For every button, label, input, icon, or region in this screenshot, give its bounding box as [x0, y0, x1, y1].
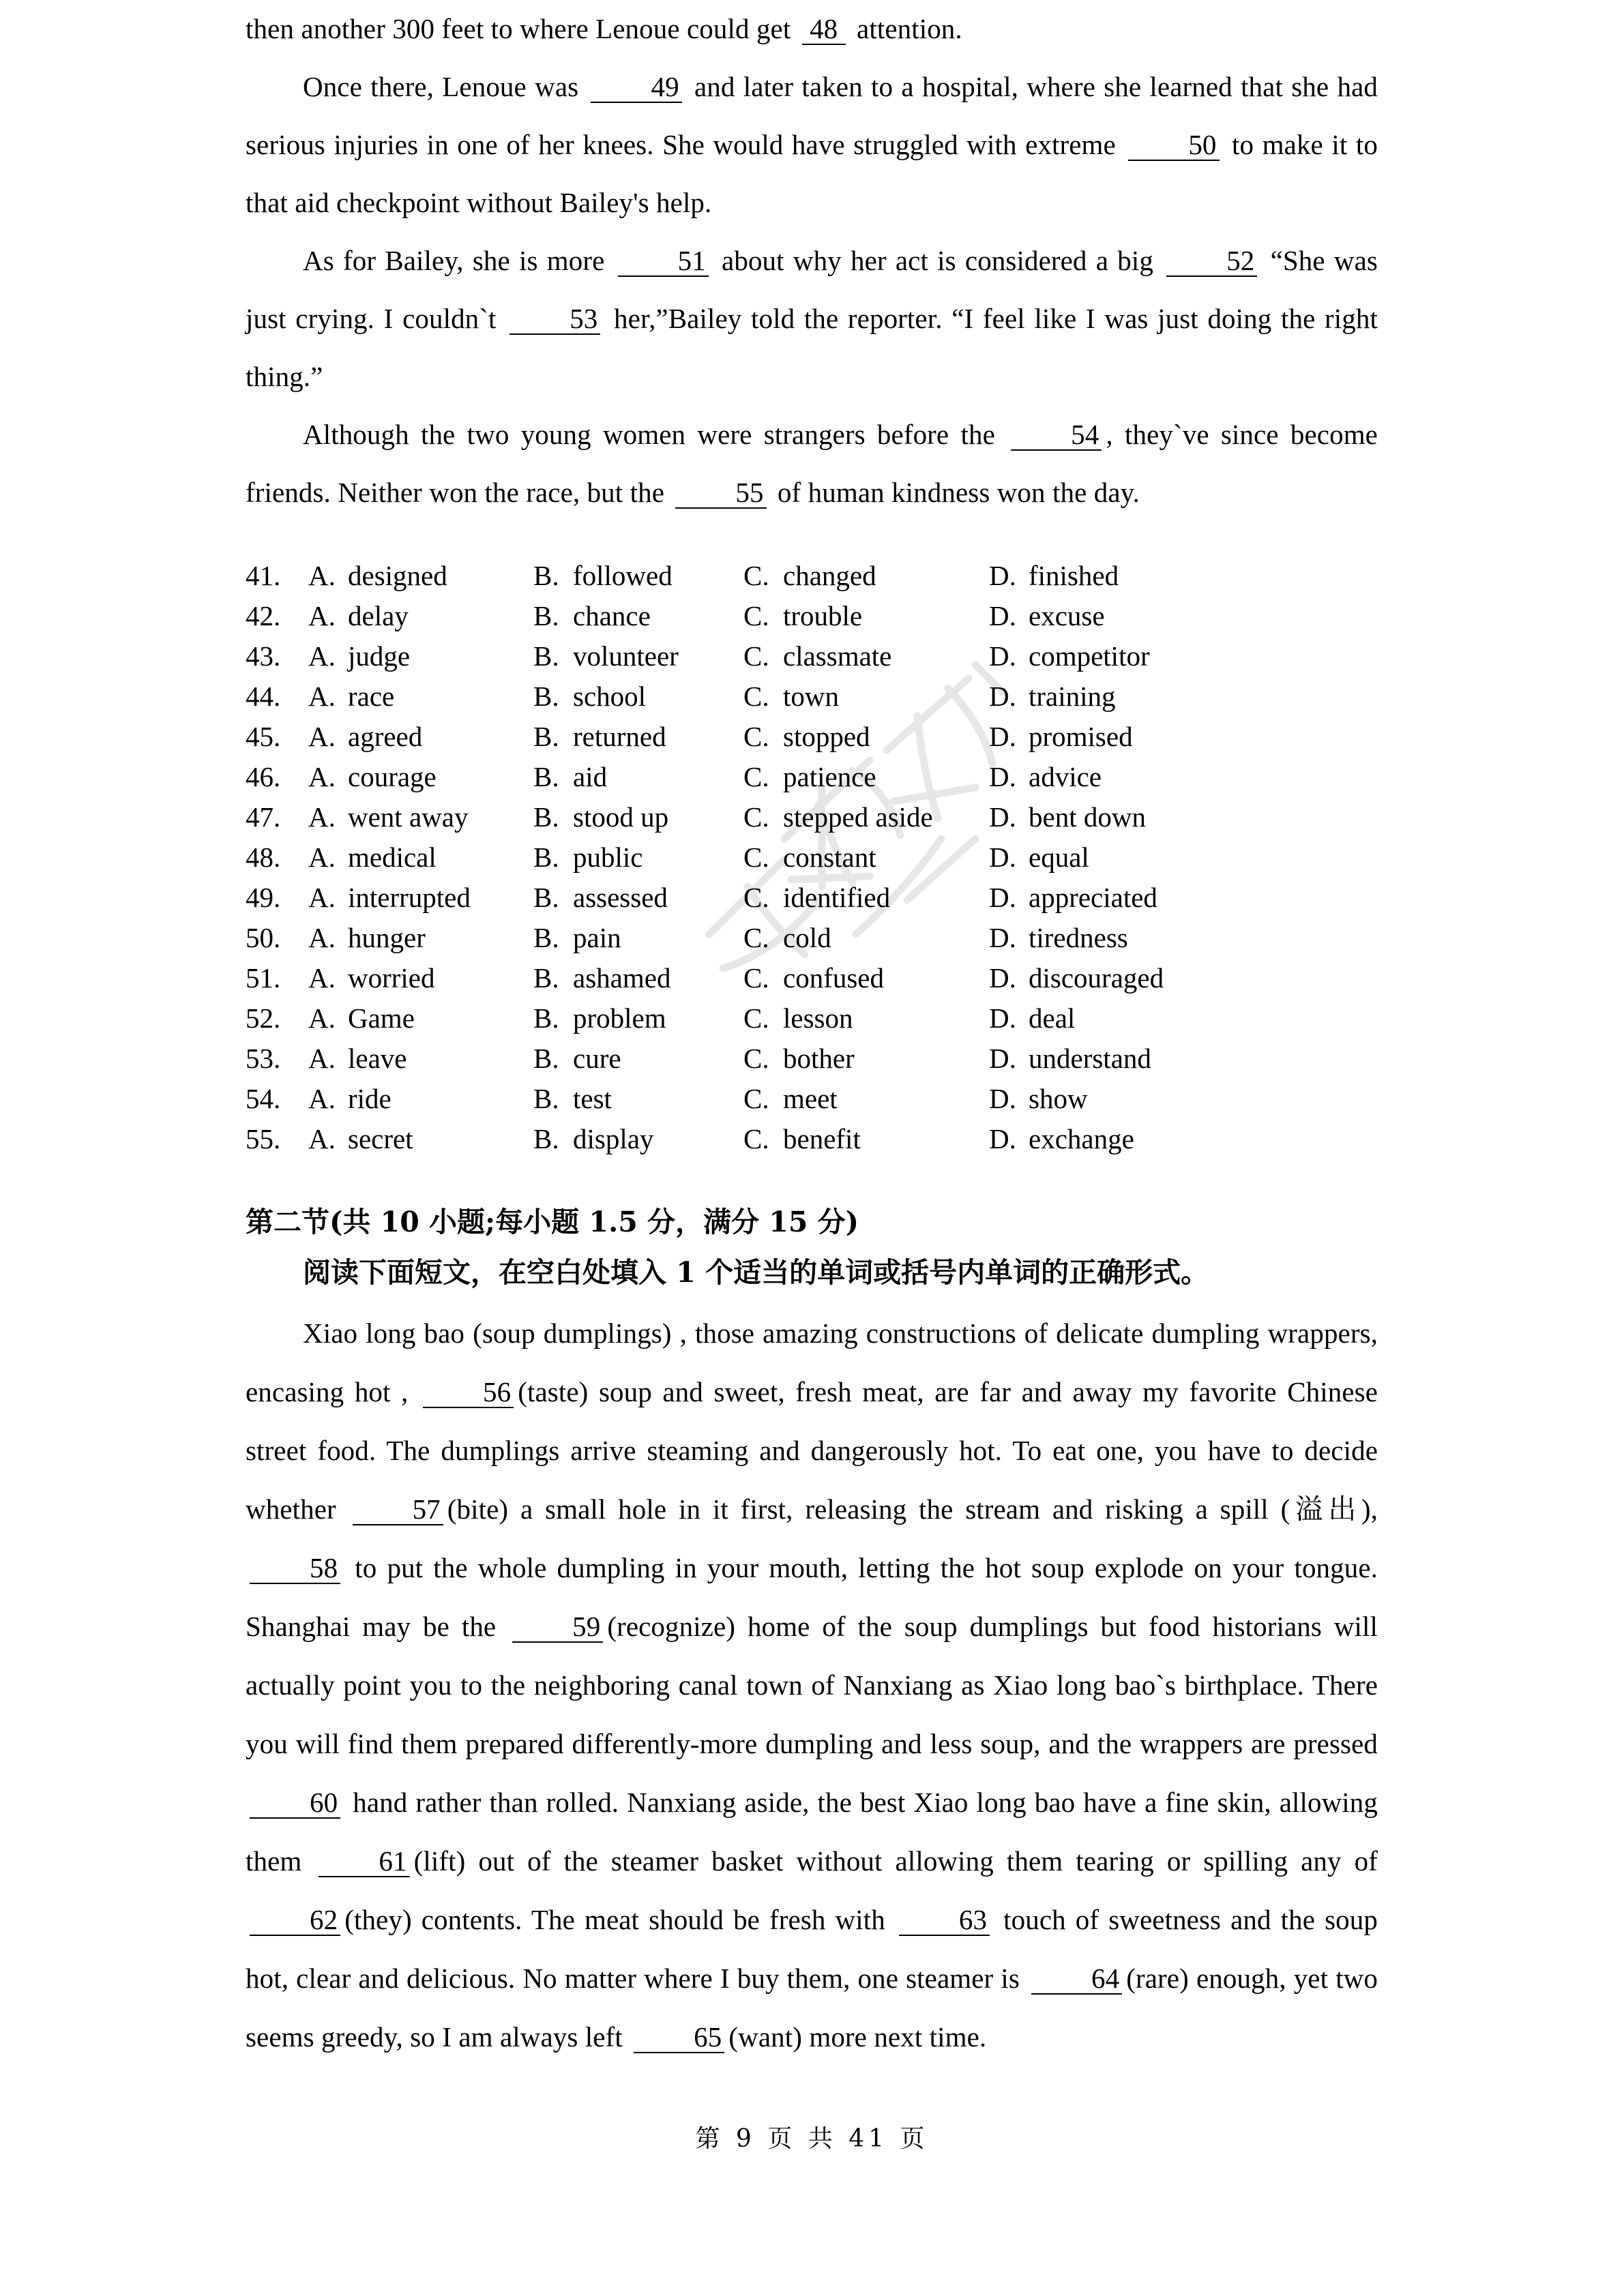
option-letter: C.	[743, 560, 769, 591]
option-letter: A.	[308, 600, 336, 631]
option-choice-c[interactable]	[743, 998, 989, 1039]
option-letter: B.	[533, 1083, 559, 1114]
option-text: worried	[348, 962, 435, 994]
option-row	[246, 1039, 1378, 1079]
option-number: 50.	[246, 922, 281, 953]
option-text: followed	[573, 560, 673, 591]
option-choice-b[interactable]	[533, 918, 743, 958]
option-text: competitor	[1029, 640, 1150, 672]
option-text: town	[783, 681, 839, 712]
option-choice-c[interactable]	[743, 1079, 989, 1119]
option-choice-b[interactable]	[533, 596, 743, 636]
option-text: exchange	[1029, 1123, 1134, 1154]
answer-blank-57[interactable]: 57	[353, 1495, 443, 1525]
option-letter: B.	[533, 882, 559, 913]
option-letter: A.	[308, 962, 336, 994]
option-letter: C.	[743, 922, 769, 953]
option-letter: D.	[989, 841, 1016, 873]
option-choice-a[interactable]	[308, 1119, 533, 1159]
option-choice-b[interactable]	[533, 1079, 743, 1119]
option-text: appreciated	[1029, 882, 1157, 913]
answer-blank-64[interactable]: 64	[1031, 1965, 1122, 1995]
option-choice-c[interactable]	[743, 958, 989, 998]
option-letter: D.	[989, 560, 1016, 591]
option-text: cure	[573, 1043, 621, 1074]
option-choice-a[interactable]	[308, 1039, 533, 1079]
option-text: classmate	[783, 640, 892, 672]
answer-blank-61[interactable]: 61	[319, 1847, 409, 1877]
option-letter: A.	[308, 1043, 336, 1074]
option-text: discouraged	[1029, 962, 1164, 994]
option-text: Game	[348, 1002, 415, 1034]
option-choice-d[interactable]	[989, 636, 1221, 676]
option-choice-a[interactable]	[308, 757, 533, 797]
option-number: 42.	[246, 600, 281, 631]
option-letter: C.	[743, 841, 769, 873]
passage-line: Although the two young women were strangers before the 54 , they`ve since become friends. Neither won the race, but the 55 of human kindness won the day.	[246, 419, 1378, 508]
option-letter: A.	[308, 681, 336, 712]
answer-blank-63[interactable]: 63	[899, 1906, 990, 1936]
option-text: show	[1029, 1083, 1088, 1114]
option-letter: B.	[533, 841, 559, 873]
option-letter: D.	[989, 640, 1016, 672]
option-choice-c[interactable]	[743, 676, 989, 717]
option-letter: B.	[533, 560, 559, 591]
option-text: promised	[1029, 721, 1133, 752]
option-text: leave	[348, 1043, 407, 1074]
option-letter: D.	[989, 1123, 1016, 1154]
option-number: 52.	[246, 1002, 281, 1034]
option-choice-d[interactable]	[989, 1039, 1221, 1079]
option-letter: D.	[989, 761, 1016, 792]
answer-blank-58[interactable]: 58	[250, 1554, 340, 1584]
option-text: constant	[783, 841, 876, 873]
option-letter: D.	[989, 922, 1016, 953]
option-text: tiredness	[1029, 922, 1128, 953]
option-letter: A.	[308, 560, 336, 591]
option-row	[246, 1119, 1378, 1159]
answer-blank-52[interactable]: 52	[1166, 247, 1257, 277]
answer-blank-53[interactable]: 53	[510, 305, 600, 335]
answer-blank-59[interactable]: 59	[512, 1613, 603, 1643]
option-letter: A.	[308, 640, 336, 672]
option-text: confused	[783, 962, 885, 994]
grammar-passage	[246, 1304, 1378, 2066]
option-letter: D.	[989, 1043, 1016, 1074]
option-letter: A.	[308, 1123, 336, 1154]
option-text: interrupted	[348, 882, 471, 913]
option-choice-b[interactable]	[533, 837, 743, 878]
passage-line: Xiao long bao (soup dumplings) , those amazing constructions of delicate dumpling wrappers, encasing hot , 56 (taste) soup and sweet, fresh meat, are far and away my favorite Chinese street food. The dumplings arrive steaming and dangerously hot. To eat one, you have to decide whether 57 (bite) a small hole in it first, releasing the stream and risking a spill (溢出), 58 to put the whole dumpling in your mouth, letting the hot soup explode on your tongue. Shanghai may be the 59 (recognize) home of the soup dumplings but food historians will actually point you to the neighboring canal town of Nanxiang as Xiao long bao`s birthplace. There you will find them prepared differently-more dumpling and less soup, and the wrappers are pressed 60 hand rather than rolled. Nanxiang aside, the best Xiao long bao have a fine skin, allowing them 61 (lift) out of the steamer basket without allowing them tearing or spilling any of 62 (they) contents. The meat should be fresh with 63 touch of sweetness and the soup hot, clear and delicious. No matter where I buy them, one steamer is 64 (rare) enough, yet two seems greedy, so I am always left 65 (want) more next time.	[246, 1317, 1378, 2053]
passage-line: As for Bailey, she is more 51 about why her act is considered a big 52 “She was just crying. I couldn`t 53 her,”Bailey told the reporter. “I feel like I was just doing the right thing.”	[246, 245, 1378, 392]
option-letter: B.	[533, 1123, 559, 1154]
page-content	[246, 0, 1378, 2066]
option-choice-c[interactable]	[743, 1119, 989, 1159]
option-text: benefit	[783, 1123, 861, 1154]
option-text: patience	[783, 761, 876, 792]
option-text: display	[573, 1123, 654, 1154]
option-choice-d[interactable]	[989, 717, 1221, 757]
answer-blank-49[interactable]: 49	[591, 73, 681, 103]
option-choice-d[interactable]	[989, 596, 1221, 636]
option-choice-a[interactable]	[308, 636, 533, 676]
option-text: pain	[573, 922, 621, 953]
option-choice-a[interactable]	[308, 556, 533, 596]
option-text: volunteer	[573, 640, 679, 672]
option-choice-d[interactable]	[989, 1119, 1221, 1159]
option-text: stopped	[783, 721, 870, 752]
option-choice-b[interactable]	[533, 1039, 743, 1079]
option-choice-b[interactable]	[533, 717, 743, 757]
passage-line: Once there, Lenoue was 49 and later taken to a hospital, where she learned that she had serious injuries in one of her knees. She would have struggled with extreme 50 to make it to that aid checkpoint without Bailey's help.	[246, 71, 1378, 218]
option-choice-b[interactable]	[533, 556, 743, 596]
option-letter: B.	[533, 1043, 559, 1074]
option-row	[246, 556, 1378, 596]
option-letter: C.	[743, 761, 769, 792]
option-letter: C.	[743, 1043, 769, 1074]
option-choice-d[interactable]	[989, 797, 1221, 837]
option-row	[246, 1079, 1378, 1119]
option-row	[246, 636, 1378, 676]
option-number: 51.	[246, 962, 281, 994]
option-row	[246, 998, 1378, 1039]
option-choice-c[interactable]	[743, 918, 989, 958]
option-text: problem	[573, 1002, 666, 1034]
option-letter: B.	[533, 801, 559, 833]
option-letter: C.	[743, 801, 769, 833]
option-text: stepped aside	[783, 801, 933, 833]
option-letter: B.	[533, 962, 559, 994]
option-letter: A.	[308, 1002, 336, 1034]
option-number: 48.	[246, 841, 281, 873]
answer-blank-55[interactable]: 55	[675, 479, 766, 509]
option-text: judge	[348, 640, 411, 672]
option-letter: A.	[308, 761, 336, 792]
answer-blank-62[interactable]: 62	[250, 1906, 340, 1936]
option-row	[246, 596, 1378, 636]
option-letter: D.	[989, 801, 1016, 833]
options-list	[246, 556, 1378, 1159]
option-text: ride	[348, 1083, 392, 1114]
option-text: lesson	[783, 1002, 853, 1034]
option-letter: C.	[743, 1002, 769, 1034]
option-text: race	[348, 681, 395, 712]
option-choice-b[interactable]	[533, 998, 743, 1039]
option-choice-b[interactable]	[533, 1119, 743, 1159]
option-row	[246, 676, 1378, 717]
option-letter: A.	[308, 922, 336, 953]
answer-blank-48[interactable]: 48	[802, 15, 846, 45]
option-text: training	[1029, 681, 1116, 712]
option-choice-d[interactable]	[989, 757, 1221, 797]
option-text: identified	[783, 882, 891, 913]
option-letter: D.	[989, 1083, 1016, 1114]
passage-line: then another 300 feet to where Lenoue could get 48 attention.	[246, 13, 962, 44]
option-number: 45.	[246, 721, 281, 752]
option-choice-b[interactable]	[533, 636, 743, 676]
option-text: delay	[348, 600, 409, 631]
option-text: finished	[1029, 560, 1119, 591]
option-choice-d[interactable]	[989, 918, 1221, 958]
option-choice-d[interactable]	[989, 958, 1221, 998]
option-text: excuse	[1029, 600, 1105, 631]
answer-blank-51[interactable]: 51	[618, 247, 709, 277]
option-number: 49.	[246, 882, 281, 913]
option-choice-b[interactable]	[533, 878, 743, 918]
option-choice-b[interactable]	[533, 958, 743, 998]
option-choice-d[interactable]	[989, 1079, 1221, 1119]
option-number: 44.	[246, 681, 281, 712]
option-choice-c[interactable]	[743, 797, 989, 837]
option-text: agreed	[348, 721, 423, 752]
option-number: 47.	[246, 801, 281, 833]
option-letter: B.	[533, 922, 559, 953]
option-choice-d[interactable]	[989, 998, 1221, 1039]
option-text: test	[573, 1083, 612, 1114]
option-text: meet	[783, 1083, 838, 1114]
option-text: changed	[783, 560, 876, 591]
section-two-heading: 第二节(共 10 小题;每小题 1.5 分，满分 15 分)	[246, 1206, 859, 1238]
option-choice-b[interactable]	[533, 676, 743, 717]
option-letter: D.	[989, 962, 1016, 994]
option-choice-a[interactable]	[308, 837, 533, 878]
option-text: medical	[348, 841, 437, 873]
option-letter: C.	[743, 600, 769, 631]
option-text: trouble	[783, 600, 863, 631]
option-text: understand	[1029, 1043, 1151, 1074]
option-choice-c[interactable]	[743, 556, 989, 596]
option-row	[246, 878, 1378, 918]
option-choice-c[interactable]	[743, 1039, 989, 1079]
option-choice-a[interactable]	[308, 676, 533, 717]
option-letter: A.	[308, 882, 336, 913]
answer-blank-60[interactable]: 60	[250, 1789, 340, 1819]
option-choice-a[interactable]	[308, 958, 533, 998]
option-row	[246, 918, 1378, 958]
option-letter: B.	[533, 600, 559, 631]
option-choice-b[interactable]	[533, 797, 743, 837]
option-text: public	[573, 841, 643, 873]
option-row	[246, 797, 1378, 837]
option-text: designed	[348, 560, 447, 591]
option-choice-c[interactable]	[743, 878, 989, 918]
option-choice-c[interactable]	[743, 717, 989, 757]
option-choice-a[interactable]	[308, 998, 533, 1039]
option-choice-a[interactable]	[308, 596, 533, 636]
option-letter: D.	[989, 882, 1016, 913]
option-letter: B.	[533, 761, 559, 792]
option-choice-c[interactable]	[743, 636, 989, 676]
cloze-passage	[246, 0, 1378, 522]
option-letter: D.	[989, 721, 1016, 752]
option-letter: B.	[533, 681, 559, 712]
option-choice-c[interactable]	[743, 596, 989, 636]
answer-blank-54[interactable]: 54	[1011, 421, 1102, 451]
option-choice-a[interactable]	[308, 797, 533, 837]
option-text: returned	[573, 721, 666, 752]
option-number: 54.	[246, 1083, 281, 1114]
option-choice-a[interactable]	[308, 1079, 533, 1119]
option-letter: A.	[308, 801, 336, 833]
option-choice-d[interactable]	[989, 837, 1221, 878]
option-choice-b[interactable]	[533, 757, 743, 797]
option-row	[246, 757, 1378, 797]
option-text: school	[573, 681, 647, 712]
option-number: 55.	[246, 1123, 281, 1154]
option-text: went away	[348, 801, 469, 833]
option-choice-c[interactable]	[743, 837, 989, 878]
option-choice-c[interactable]	[743, 757, 989, 797]
answer-blank-50[interactable]: 50	[1128, 131, 1219, 161]
page-footer: 第 9 页 共 41 页	[695, 2125, 929, 2153]
option-number: 53.	[246, 1043, 281, 1074]
option-text: chance	[573, 600, 651, 631]
option-letter: C.	[743, 1083, 769, 1114]
option-letter: C.	[743, 640, 769, 672]
option-choice-a[interactable]	[308, 918, 533, 958]
option-choice-a[interactable]	[308, 878, 533, 918]
option-text: secret	[348, 1123, 413, 1154]
option-letter: C.	[743, 882, 769, 913]
option-letter: C.	[743, 721, 769, 752]
option-row	[246, 837, 1378, 878]
option-text: courage	[348, 761, 437, 792]
option-choice-a[interactable]	[308, 717, 533, 757]
option-number: 43.	[246, 640, 281, 672]
option-letter: B.	[533, 721, 559, 752]
option-text: aid	[573, 761, 608, 792]
option-letter: B.	[533, 1002, 559, 1034]
answer-blank-65[interactable]: 65	[634, 2023, 724, 2053]
option-letter: D.	[989, 681, 1016, 712]
option-letter: C.	[743, 1123, 769, 1154]
option-letter: C.	[743, 681, 769, 712]
option-text: ashamed	[573, 962, 671, 994]
option-letter: A.	[308, 1083, 336, 1114]
option-text: advice	[1029, 761, 1102, 792]
option-text: stood up	[573, 801, 669, 833]
answer-blank-56[interactable]: 56	[423, 1378, 514, 1408]
option-text: assessed	[573, 882, 668, 913]
option-letter: B.	[533, 640, 559, 672]
option-text: cold	[783, 922, 831, 953]
option-letter: A.	[308, 721, 336, 752]
option-letter: D.	[989, 600, 1016, 631]
option-choice-d[interactable]	[989, 556, 1221, 596]
option-letter: C.	[743, 962, 769, 994]
option-number: 41.	[246, 560, 281, 591]
option-text: equal	[1029, 841, 1089, 873]
option-letter: D.	[989, 1002, 1016, 1034]
option-text: bent down	[1029, 801, 1146, 833]
option-text: hunger	[348, 922, 426, 953]
option-choice-d[interactable]	[989, 676, 1221, 717]
option-text: deal	[1029, 1002, 1076, 1034]
option-text: bother	[783, 1043, 855, 1074]
option-choice-d[interactable]	[989, 878, 1221, 918]
option-letter: A.	[308, 841, 336, 873]
option-number: 46.	[246, 761, 281, 792]
option-row	[246, 717, 1378, 757]
section-two-instruction: 阅读下面短文，在空白处填入 1 个适当的单词或括号内单词的正确形式。	[303, 1256, 1209, 1289]
option-row	[246, 958, 1378, 998]
